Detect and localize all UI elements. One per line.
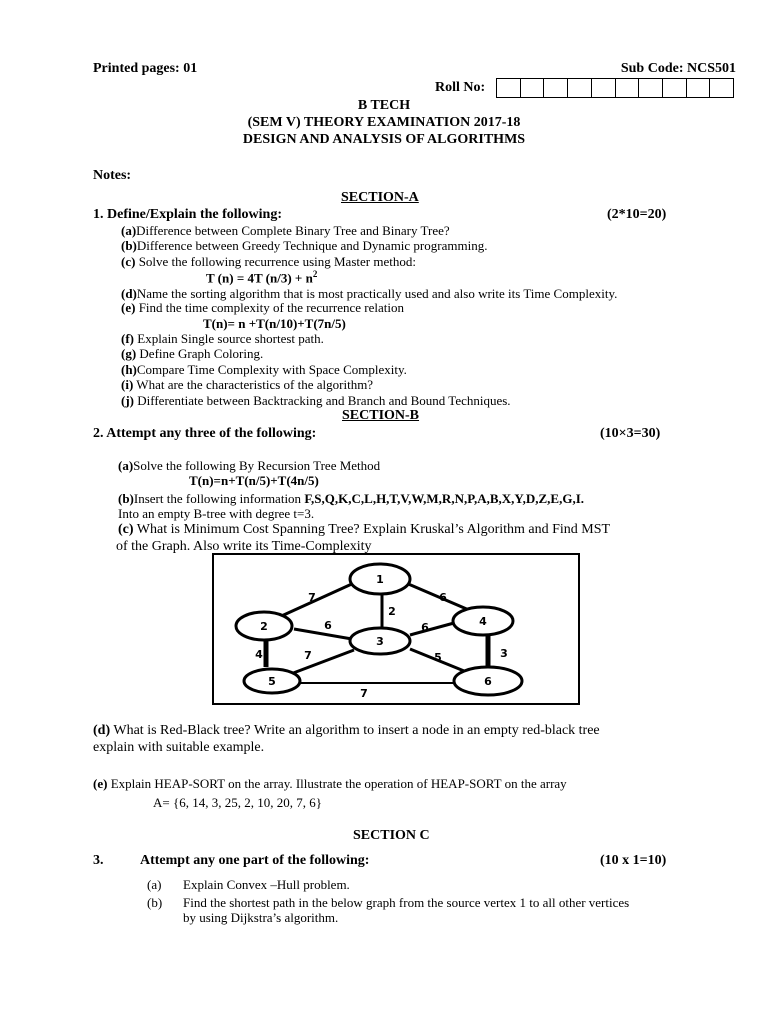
- graph-node-label-5: 5: [268, 675, 276, 688]
- graph-node-label-6: 6: [484, 675, 492, 688]
- graph-weight-3-5: 7: [304, 649, 312, 662]
- graph-weight-3-4: 6: [421, 621, 429, 634]
- question-2-marks: (10×3=30): [600, 426, 661, 441]
- graph-node-label-1: 1: [376, 573, 384, 586]
- exam-title: (SEM V) THEORY EXAMINATION 2017-18: [247, 115, 521, 130]
- graph-node-label-4: 4: [479, 615, 487, 628]
- question-1a: (a)Difference between Complete Binary Tree and Binary Tree?: [121, 223, 450, 238]
- question-2c: (c) What is Minimum Cost Spanning Tree? Explain Kruskal’s Algorithm and Find MST: [118, 522, 611, 537]
- graph-weight-1-4: 6: [439, 591, 447, 604]
- question-1d: (d)Name the sorting algorithm that is most practically used and also write its Time Complexity.: [121, 286, 618, 301]
- question-3-label: Attempt any one part of the following:: [140, 853, 370, 868]
- question-1c: (c) Solve the following recurrence using Master method:: [121, 254, 416, 269]
- graph-weight-1-2: 7: [308, 591, 316, 604]
- notes-label: Notes:: [93, 168, 132, 183]
- graph-edge-3-5: [288, 650, 354, 675]
- graph-node-label-3: 3: [376, 635, 384, 648]
- question-1b: (b)Difference between Greedy Technique and Dynamic programming.: [121, 238, 488, 253]
- graph-node-label-2: 2: [260, 620, 268, 633]
- graph-figure: [212, 553, 580, 705]
- subject-code: Sub Code: NCS501: [620, 61, 736, 76]
- degree-title: B TECH: [357, 98, 411, 113]
- graph-edge-2-3: [294, 629, 352, 639]
- question-1j: (j) Differentiate between Backtracking and Branch and Bound Techniques.: [121, 393, 511, 408]
- graph-weight-5-6: 7: [360, 687, 368, 700]
- question-2-label: 2. Attempt any three of the following:: [93, 426, 317, 441]
- section-a-title: SECTION-A: [341, 190, 419, 205]
- recurrence-equation-1c: T (n) = 4T $(n/3) + n^2$: [206, 269, 318, 286]
- question-1-marks: (2*10=20): [607, 207, 667, 222]
- graph-edge-3-4: [410, 623, 454, 635]
- question-1g: (g) Define Graph Coloring.: [121, 346, 264, 361]
- roll-no-boxes: [496, 78, 734, 98]
- weighted-graph: [214, 555, 578, 703]
- recurrence-equation-2a: T(n)=n+T(n/5)+T(4n/5): [189, 473, 319, 488]
- graph-weight-3-6: 5: [434, 651, 442, 664]
- graph-weight-2-3: 6: [324, 619, 332, 632]
- question-3-marks: (10 x 1=10): [600, 853, 667, 868]
- question-2b-line2: Into an empty B-tree with degree t=3.: [118, 506, 315, 521]
- graph-weight-1-3: 2: [388, 605, 396, 618]
- question-2d: (d) What is Red-Black tree? Write an algorithm to insert a node in an empty red-black tree: [93, 723, 600, 738]
- question-3b-line2: by using Dijkstra’s algorithm.: [183, 910, 339, 925]
- question-1e: (e) Find the time complexity of the recurrence relation: [121, 300, 405, 315]
- graph-weight-4-6: 3: [500, 647, 508, 660]
- question-1f: (f) Explain Single source shortest path.: [121, 331, 324, 346]
- question-1i: (i) What are the characteristics of the algorithm?: [121, 377, 374, 392]
- question-2e: (e) Explain HEAP-SORT on the array. Illustrate the operation of HEAP-SORT on the array: [93, 776, 567, 791]
- question-3-number: 3.: [93, 853, 104, 868]
- question-3a-tag: (a): [147, 877, 162, 892]
- question-2c-line2: of the Graph. Also write its Time-Complexity: [116, 539, 372, 554]
- question-1-label: 1. Define/Explain the following:: [93, 207, 283, 222]
- question-3b-tag: (b): [147, 895, 163, 910]
- question-2d-line2: explain with suitable example.: [93, 740, 265, 755]
- section-b-title: SECTION-B: [342, 408, 420, 423]
- printed-pages: Printed pages: 01: [93, 61, 198, 76]
- recurrence-equation-1e: T(n)= n +T(n/10)+T(7n/5): [203, 316, 346, 331]
- roll-no-label: Roll No:: [435, 80, 486, 95]
- question-3b: Find the shortest path in the below graph from the source vertex 1 to all other vertices: [183, 895, 630, 910]
- question-2a: (a)Solve the following By Recursion Tree Method: [118, 458, 381, 473]
- question-3a: Explain Convex –Hull problem.: [183, 877, 350, 892]
- question-2b: (b)Insert the following information F,S,Q,K,C,L,H,T,V,W,M,R,N,P,A,B,X,Y,D,Z,E,G,I.: [118, 491, 584, 506]
- section-c-title: SECTION C: [353, 828, 430, 843]
- heap-array: A= {6, 14, 3, 25, 2, 10, 20, 7, 6}: [153, 795, 322, 810]
- subject-title: DESIGN AND ANALYSIS OF ALGORITHMS: [242, 132, 526, 147]
- graph-weight-2-5: 4: [255, 648, 263, 661]
- question-1h: (h)Compare Time Complexity with Space Complexity.: [121, 362, 407, 377]
